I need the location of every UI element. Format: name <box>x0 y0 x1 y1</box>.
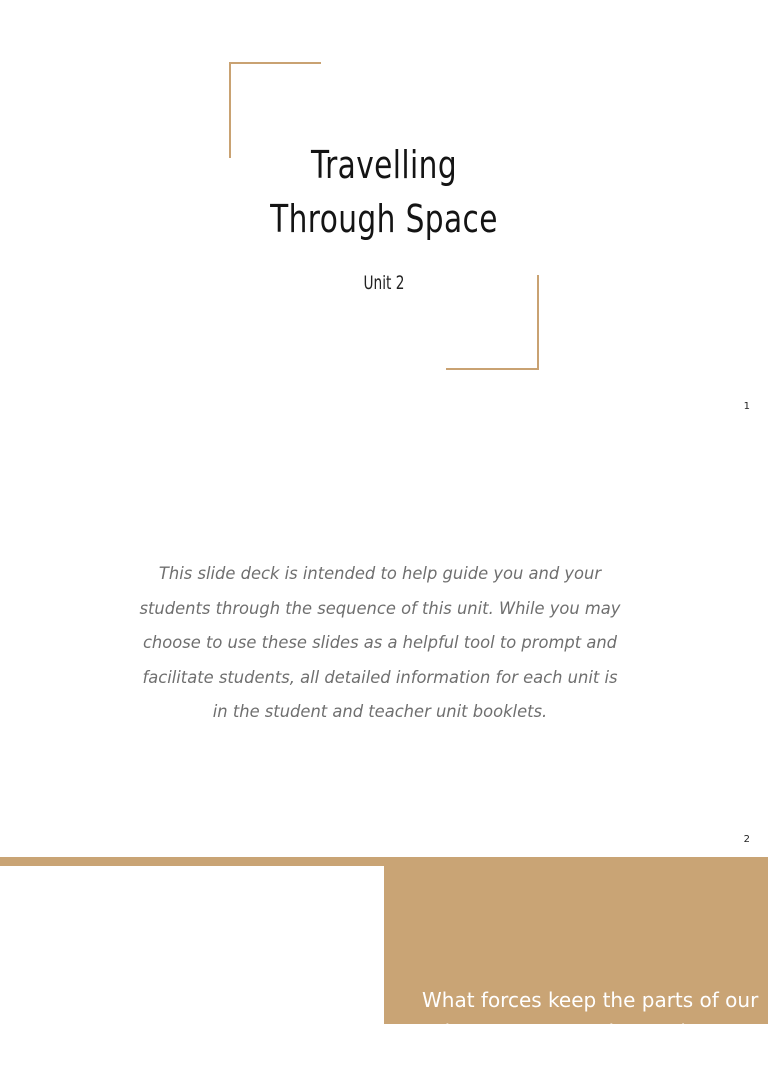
title-line-2: Through Space <box>270 197 498 241</box>
driving-question: What forces keep the parts of our solar system together and <box>422 988 759 1044</box>
intro-paragraph: This slide deck is intended to help guide you and your students through the sequence of this unit. While you may choose to use these slides as a helpful tool to prompt and facilitate students, all detailed information for each unit is in the student and teacher unit booklets. <box>139 564 621 722</box>
slide-number-1: 1 <box>743 401 750 412</box>
title-slide <box>0 0 768 432</box>
decorative-corner-bottom-right <box>446 275 539 370</box>
title-line-1: Travelling <box>310 143 458 187</box>
unit-subtitle: Unit 2 <box>363 272 405 294</box>
image-placeholder-panel <box>0 866 384 1066</box>
intro-slide <box>0 432 768 857</box>
question-slide <box>0 857 768 1044</box>
slide-title <box>228 138 540 246</box>
slide-number-2: 2 <box>743 834 750 845</box>
